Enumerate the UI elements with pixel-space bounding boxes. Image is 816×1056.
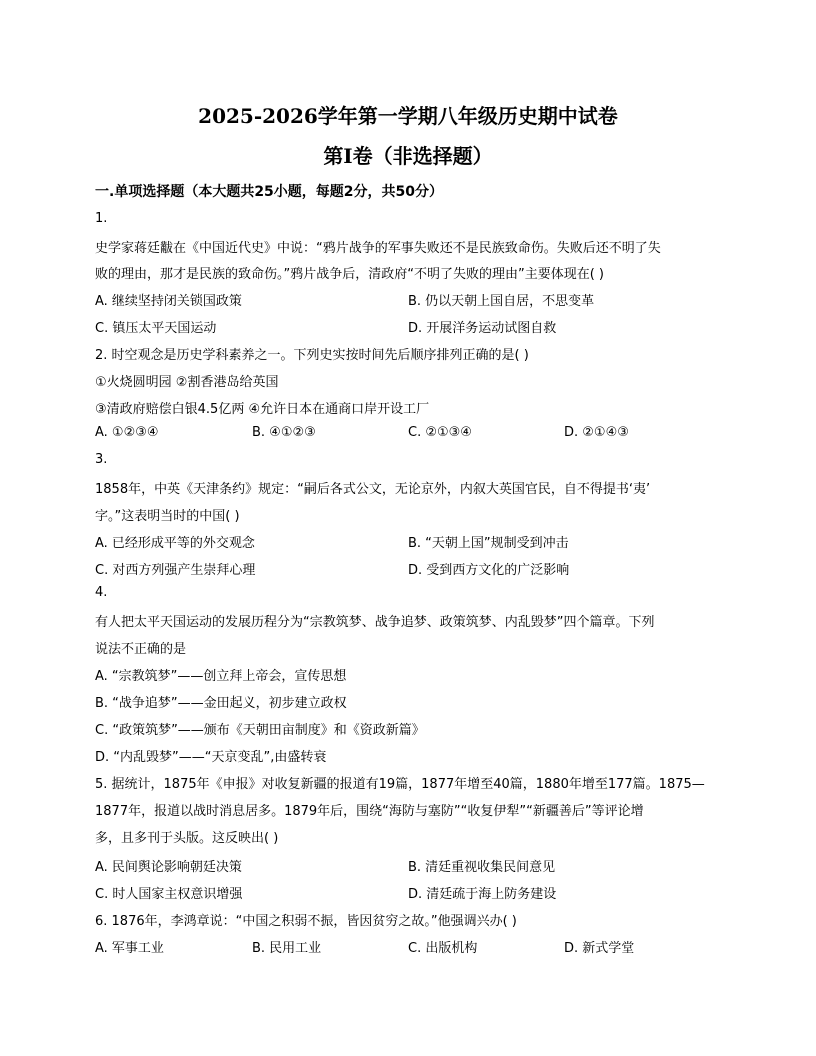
option-a: A. 继续坚持闭关锁国政策: [95, 294, 242, 309]
option-b: B. 仍以天朝上国自居，不思变革: [408, 294, 595, 309]
question-stem-line: 字。”这表明当时的中国( ): [95, 509, 240, 524]
question-stem-line: 2. 时空观念是历史学科素养之一。下列史实按时间先后顺序排列正确的是( ): [95, 348, 529, 363]
option-b: B. 清廷重视收集民间意见: [408, 860, 556, 875]
question-number: 4.: [95, 585, 108, 600]
option-b: B. “天朝上国”规制受到冲击: [408, 536, 569, 551]
option-b: B. ④①②③: [252, 425, 316, 440]
option-d: D. ②①④③: [564, 425, 629, 440]
option-c: C. 出版机构: [408, 941, 478, 956]
option-a: A. “宗教筑梦”——创立拜上帝会，宣传思想: [95, 669, 347, 684]
option-a: A. 军事工业: [95, 941, 164, 956]
question-number: 3.: [95, 452, 108, 467]
option-d: D. “内乱毁梦”——“天京变乱”,由盛转衰: [95, 750, 327, 765]
exam-title: 2025-2026学年第一学期八年级历史期中试卷: [198, 104, 618, 128]
option-c: C. “政策筑梦”——颁布《天朝田亩制度》和《资政新篇》: [95, 723, 425, 738]
option-b: B. “战争追梦”——金田起义，初步建立政权: [95, 696, 347, 711]
question-stem-line: 说法不正确的是: [95, 642, 187, 657]
question-stem-line: ③清政府赔偿白银4.5亿两 ④允许日本在通商口岸开设工厂: [95, 402, 430, 417]
option-a: A. 已经形成平等的外交观念: [95, 536, 255, 551]
question-stem-line: 5. 据统计，1875年《申报》对收复新疆的报道有19篇，1877年增至40篇，1880年增至177篇。1875—: [95, 777, 705, 792]
option-c: C. ②①③④: [408, 425, 472, 440]
option-b: B. 民用工业: [252, 941, 322, 956]
question-stem-line: 史学家蒋廷黻在《中国近代史》中说：“鸦片战争的军事失败还不是民族致命伤。失败后还不明了失: [95, 241, 661, 256]
question-stem-line: 多，且多刊于头版。这反映出( ): [95, 831, 279, 846]
option-c: C. 镇压太平天国运动: [95, 321, 217, 336]
question-stem-line: 6. 1876年，李鸿章说：“中国之积弱不振，皆因贫穷之故。”他强调兴办( ): [95, 914, 517, 929]
question-stem-line: 败的理由，那才是民族的致命伤。”鸦片战争后，清政府“不明了失败的理由”主要体现在( ): [95, 267, 604, 282]
option-d: D. 清廷疏于海上防务建设: [408, 887, 557, 902]
section-heading: 一.单项选择题（本大题共25小题，每题2分，共50分）: [95, 184, 444, 200]
option-a: A. ①②③④: [95, 425, 159, 440]
option-d: D. 开展洋务运动试图自救: [408, 321, 557, 336]
option-d: D. 新式学堂: [564, 941, 635, 956]
question-stem-line: 有人把太平天国运动的发展历程分为“宗教筑梦、战争追梦、政策筑梦、内乱毁梦”四个篇章。下列: [95, 615, 655, 630]
question-stem-line: 1858年，中英《天津条约》规定：“嗣后各式公文，无论京外，内叙大英国官民，自不得提书‘夷’: [95, 482, 651, 497]
question-stem-line: 1877年，报道以战时消息居多。1879年后，围绕“海防与塞防”“收复伊犁”“新疆善后”等评论增: [95, 804, 644, 819]
exam-subtitle: 第Ⅰ卷（非选择题）: [323, 144, 493, 168]
question-number: 1.: [95, 211, 108, 226]
option-d: D. 受到西方文化的广泛影响: [408, 563, 570, 578]
option-a: A. 民间舆论影响朝廷决策: [95, 860, 242, 875]
option-c: C. 时人国家主权意识增强: [95, 887, 243, 902]
option-c: C. 对西方列强产生崇拜心理: [95, 563, 256, 578]
question-stem-line: ①火烧圆明园 ②割香港岛给英国: [95, 375, 279, 390]
